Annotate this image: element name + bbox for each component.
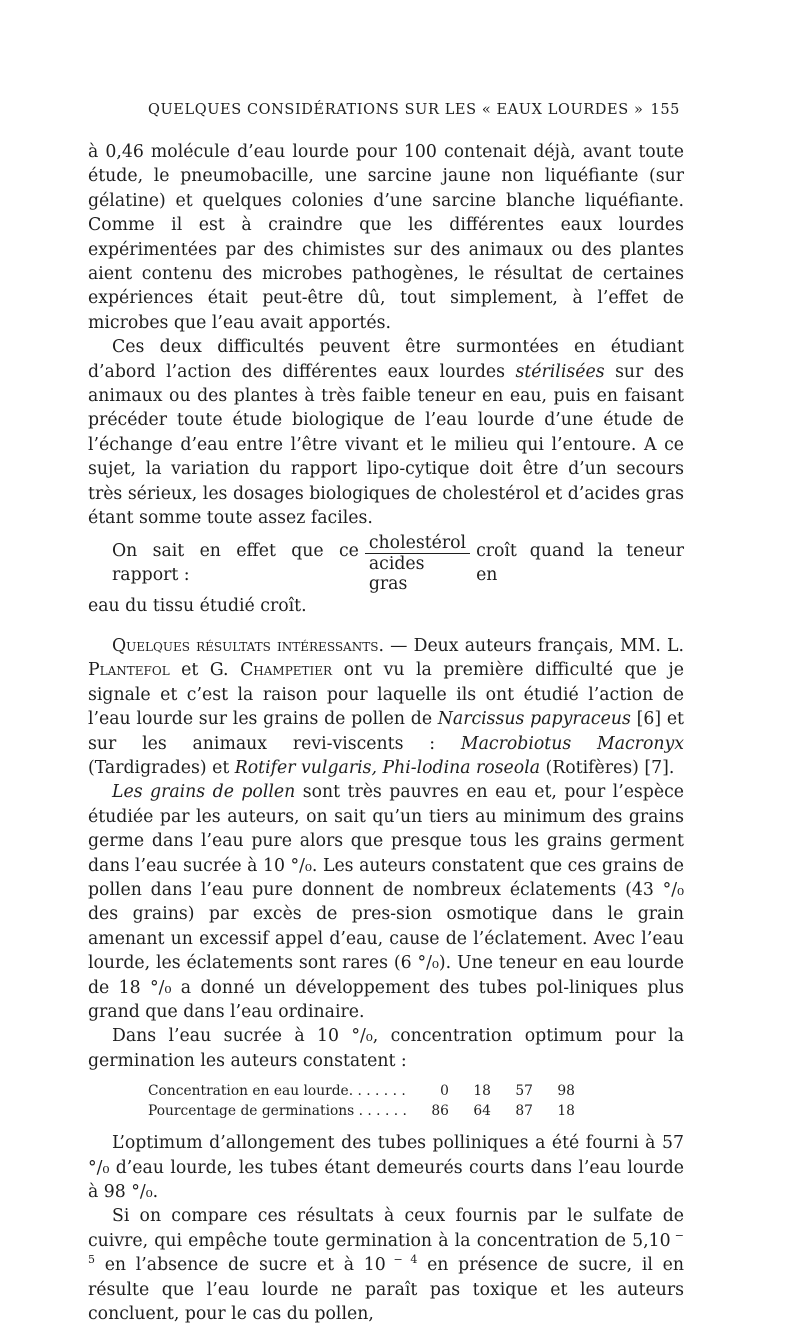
results-text-c: ont vu la première difficulté que je signale et c’est la raison pour laquelle ils ont étudié l’action de l’eau lourde sur les grains de pollen de bbox=[88, 660, 684, 730]
table-cell: 64 bbox=[473, 1103, 491, 1120]
section-heading: Quelques résultats intéressants. bbox=[112, 635, 384, 656]
formula-continuation: eau du tissu étudié croît. bbox=[88, 595, 307, 616]
emphasis-sterilisees: stérilisées bbox=[515, 361, 605, 382]
table-row bbox=[148, 1101, 575, 1121]
copper-text-a: Si on compare ces résultats à ceux fournis par le sulfate de cuivre, qui empêche toute germination à la concentration de 5,10 bbox=[88, 1206, 684, 1251]
results-text-d: [6] et sur les animaux revi-viscents : bbox=[88, 709, 684, 754]
table-cell: 87 bbox=[515, 1103, 533, 1120]
exponent-minus-4: − 4 bbox=[385, 1253, 418, 1267]
formula-trail-text: croît quand la teneur en bbox=[476, 540, 684, 585]
results-text-f: (Rotifères) [7]. bbox=[540, 757, 675, 778]
results-text-b: et G. bbox=[169, 660, 241, 681]
table-cell: 98 bbox=[557, 1083, 575, 1100]
table-row bbox=[148, 1081, 575, 1101]
running-header bbox=[148, 102, 680, 118]
author-champetier: Champetier bbox=[240, 660, 333, 681]
exponent-minus-5: − 5 bbox=[88, 1229, 684, 1267]
copper-text-c: en présence de sucre, il en résulte que l’eau lourde ne paraît pas toxique et les auteurs concluent, pour le cas du pollen, bbox=[88, 1255, 684, 1325]
paragraph-sucree: Dans l’eau sucrée à 10 °/₀, concentration optimum pour la germination les auteurs constatent : bbox=[88, 1026, 684, 1071]
paragraph-pollen bbox=[88, 780, 684, 1024]
species-macrobiotus: Macrobiotus Macronyx bbox=[460, 733, 684, 754]
paragraph-1: à 0,46 molécule d’eau lourde pour 100 contenait déjà, avant toute étude, le pneumobacille, une sarcine jaune non liquéfiante (sur gélatine) et quelques colonies d’une sarcine blanche liquéfiante. Comme il est à craindre que les différentes eaux lourdes expérimentées par des chimistes sur des animaux ou des plantes aient contenu des microbes pathogènes, le résultat de certaines expériences était peut-être dû, tout simplement, à l’effet de microbes que l’eau avait apportés. bbox=[88, 142, 684, 333]
paragraph-2-text-b: sur des animaux ou des plantes à très faible teneur en eau, puis en faisant précéder toute étude biologique de l’eau lourde d’une étude de l’échange d’eau entre l’être vivant et le milieu qui l’entoure. A ce sujet, la variation du rapport lipo-cytique doit être d’un secours très sérieux, les dosages biologiques de cholestérol et d’acides gras étant somme toute assez faciles. bbox=[88, 361, 684, 529]
table-cell: 18 bbox=[557, 1103, 575, 1120]
row-label: Pourcentage de germinations . . . . . . bbox=[148, 1103, 407, 1120]
table-cell: 18 bbox=[473, 1083, 491, 1100]
formula-line bbox=[88, 533, 684, 594]
germination-table bbox=[148, 1081, 575, 1121]
species-rotifer-philodina: Rotifer vulgaris, Phi-lodina roseola bbox=[234, 757, 541, 778]
copper-text-b: en l’absence de sucre et à 10 bbox=[95, 1255, 386, 1276]
results-text-a: — Deux auteurs français, MM. L. bbox=[383, 635, 684, 656]
fraction-numerator: cholestérol bbox=[365, 533, 470, 554]
lipocytic-ratio-fraction bbox=[365, 533, 470, 594]
emphasis-pollen: Les grains de pollen bbox=[112, 782, 296, 803]
page-number: 155 bbox=[650, 102, 680, 118]
body-text bbox=[88, 140, 684, 1326]
paragraph-2 bbox=[88, 335, 684, 530]
paragraph-optimum: L’optimum d’allongement des tubes polliniques a été fourni à 57 °/₀ d’eau lourde, les tubes étant demeurés courts dans l’eau lourde à 98 °/₀. bbox=[88, 1133, 684, 1203]
section-gap bbox=[88, 618, 684, 634]
author-plantefol: Plantefol bbox=[88, 660, 170, 681]
fraction-denominator: acides gras bbox=[368, 553, 425, 594]
paragraph-copper-sulfate bbox=[88, 1204, 684, 1326]
row-label: Concentration en eau lourde. . . . . . . bbox=[148, 1083, 406, 1100]
table-cell: 0 bbox=[440, 1083, 449, 1100]
species-narcissus: Narcissus papyraceus bbox=[437, 709, 631, 730]
pollen-text: sont très pauvres en eau et, pour l’espèce étudiée par les auteurs, on sait qu’un tiers au minimum des grains germe dans l’eau pure alors que presque tous les grains germent dans l’eau sucrée à 10 °/₀. Les auteurs constatent que ces grains de pollen dans l’eau pure donnent de nombreux éclatements (43 °/₀ des grains) par excès de pres-sion osmotique dans le grain amenant un excessif appel d’eau, cause de l’éclatement. Avec l’eau lourde, les éclatements sont rares (6 °/₀). Une teneur en eau lourde de 18 °/₀ a donné un développement des tubes pol-liniques plus grand que dans l’eau ordinaire. bbox=[88, 782, 684, 1022]
paragraph-results bbox=[88, 634, 684, 780]
paragraph-2-text-a: Ces deux difficultés peuvent être surmontées en étudiant d’abord l’action des différentes eaux lourdes bbox=[88, 337, 684, 382]
formula-lead-text: On sait en effet que ce rapport : bbox=[112, 540, 359, 585]
table-cell: 57 bbox=[515, 1083, 533, 1100]
results-text-e: (Tardigrades) et bbox=[88, 757, 235, 778]
table-cell: 86 bbox=[431, 1103, 449, 1120]
running-title: QUELQUES CONSIDÉRATIONS SUR LES « EAUX LOURDES » bbox=[148, 102, 644, 118]
